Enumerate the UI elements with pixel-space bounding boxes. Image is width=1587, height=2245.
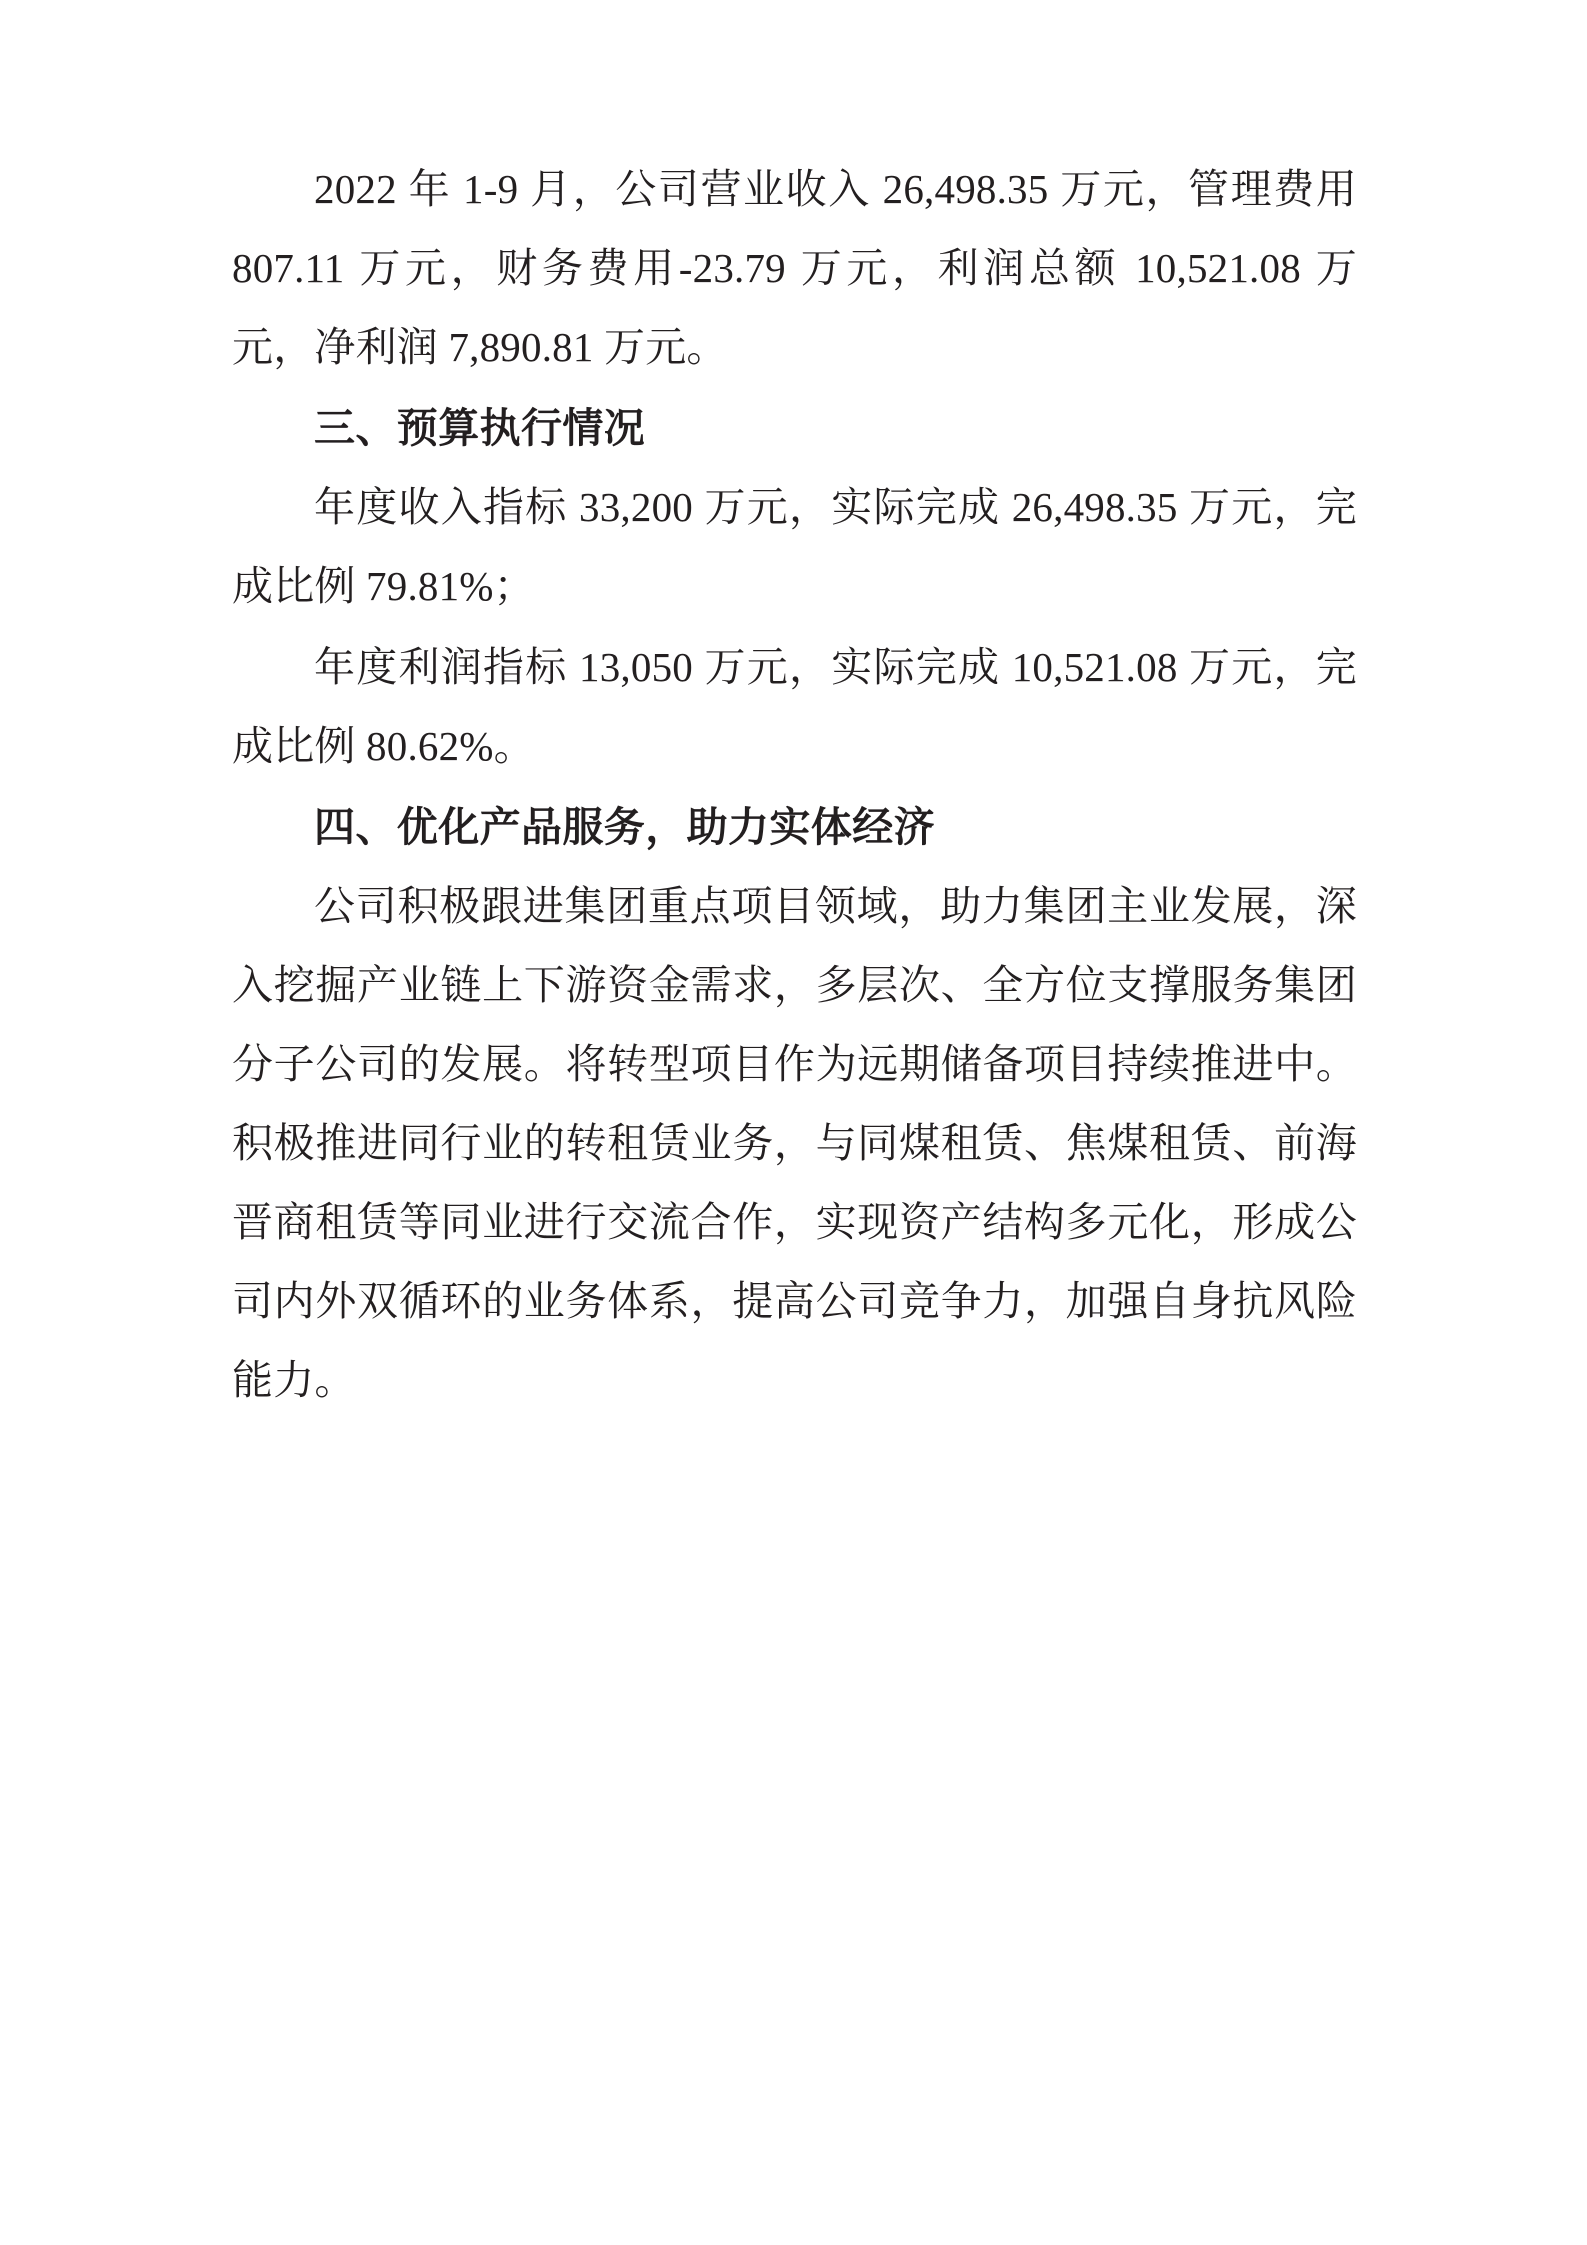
paragraph-financial-summary: 2022 年 1-9 月，公司营业收入 26,498.35 万元，管理费用 807.11 万元，财务费用-23.79 万元，利润总额 10,521.08 万元，净利润 7,890.81 万元。 bbox=[232, 166, 1357, 370]
paragraph-business-development: 公司积极跟进集团重点项目领域，助力集团主业发展，深入挖掘产业链上下游资金需求，多层次、全方位支撑服务集团分子公司的发展。将转型项目作为远期储备项目持续推进中。积极推进同行业的转租赁业务，与同煤租赁、焦煤租赁、前海晋商租赁等同业进行交流合作，实现资产结构多元化，形成公司内外双循环的业务体系，提高公司竞争力，加强自身抗风险能力。 bbox=[232, 883, 1357, 1403]
heading-budget-execution: 三、预算执行情况 bbox=[314, 405, 646, 451]
paragraph-revenue-target: 年度收入指标 33,200 万元，实际完成 26,498.35 万元，完成比例 79.81%； bbox=[232, 484, 1357, 609]
document-body bbox=[232, 150, 1357, 1420]
heading-optimize-service: 四、优化产品服务，助力实体经济 bbox=[314, 804, 935, 850]
paragraph-profit-target: 年度利润指标 13,050 万元，实际完成 10,521.08 万元，完成比例 80.62%。 bbox=[232, 644, 1357, 769]
